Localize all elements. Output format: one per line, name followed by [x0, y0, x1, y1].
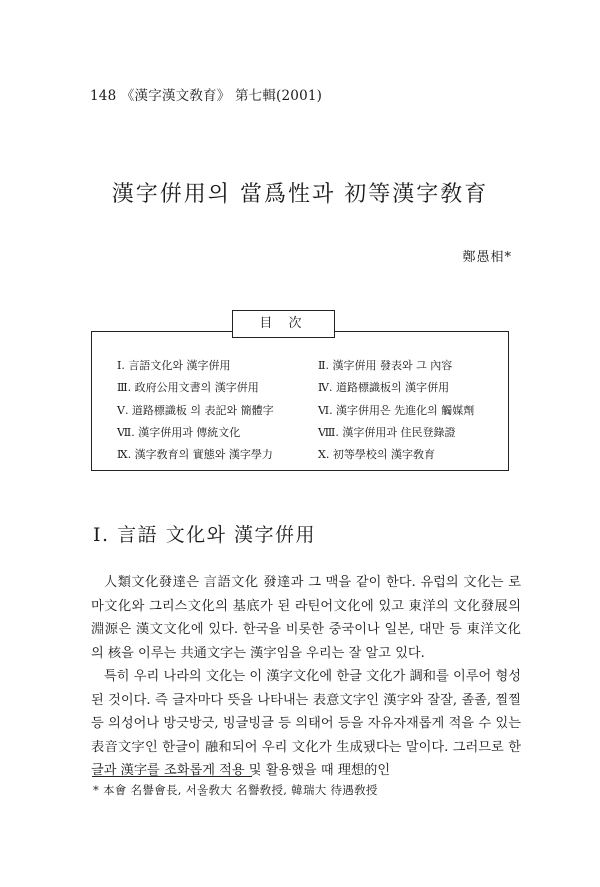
paragraph: 특히 우리 나라의 文化는 이 漢字文化에 한글 文化가 調和를 이루어 형성된 것이다. 즉 글자마다 뜻을 나타내는 表意文字인 漢字와 잘잘, 졸졸, 찔찔 등 의성어나 방긋방긋, 빙글빙글 등 의태어 등을 자유자재롭게 적을 수 있는 表音文字인 한글이 融和되어 우리 文化가 生成됐다는 말이다. 그러므로 한글과 漢字를 조화롭게 적용 및 활용했을 때 理想的인	[91, 669, 521, 778]
section-heading: Ⅰ. 言語 文化와 漢字倂用	[93, 524, 317, 546]
toc-item-6: Ⅵ. 漢字倂用은 先進化의 觸媒劑	[318, 403, 475, 417]
toc-item-1: Ⅰ. 言語文化와 漢字倂用	[117, 359, 231, 372]
toc-item-10: Ⅹ. 初等學校의 漢字敎育	[318, 448, 435, 462]
toc-item-4: Ⅳ. 道路標識板의 漢字倂用	[318, 381, 450, 395]
toc-right-column	[318, 355, 474, 466]
toc-left-column	[117, 355, 274, 466]
running-head: 148 《漢字漢文敎育》 第七輯(2001)	[90, 88, 323, 104]
toc-item-7: Ⅶ. 漢字倂用과 傳統文化	[117, 425, 241, 439]
toc-item-5: Ⅴ. 道路標識板 의 表記와 簡體字	[117, 403, 274, 417]
toc-title: 目 次	[232, 310, 335, 338]
toc-item-2: Ⅱ. 漢字倂用 發表와 그 內容	[318, 359, 453, 372]
toc-item-3: Ⅲ. 政府公用文書의 漢字倂用	[117, 381, 259, 395]
body-text	[91, 571, 521, 783]
toc-item-8: Ⅷ. 漢字倂用과 住民登錄證	[318, 425, 456, 439]
author-name: 鄭愚相*	[462, 250, 512, 265]
footnote-divider	[92, 776, 252, 777]
article-title: 漢字倂用의 當爲性과 初等漢字敎育	[111, 182, 489, 207]
paragraph: 人類文化發達은 言語文化 發達과 그 맥을 같이 한다. 유럽의 文化는 로마文化와 그리스文化의 基底가 된 라틴어文化에 있고 東洋의 文化發展의 淵源은 漢文文化에 있다. 한국을 비롯한 중국이나 일본, 대만 등 東洋文化의 核을 이루는 共通文字는 漢字임을 우리는 잘 알고 있다.	[91, 575, 521, 661]
footnote: * 本會 名譽會長, 서울敎大 名譽敎授, 韓瑞大 待遇敎授	[93, 783, 378, 797]
toc-item-9: Ⅸ. 漢字敎育의 實態와 漢字學力	[117, 448, 273, 462]
